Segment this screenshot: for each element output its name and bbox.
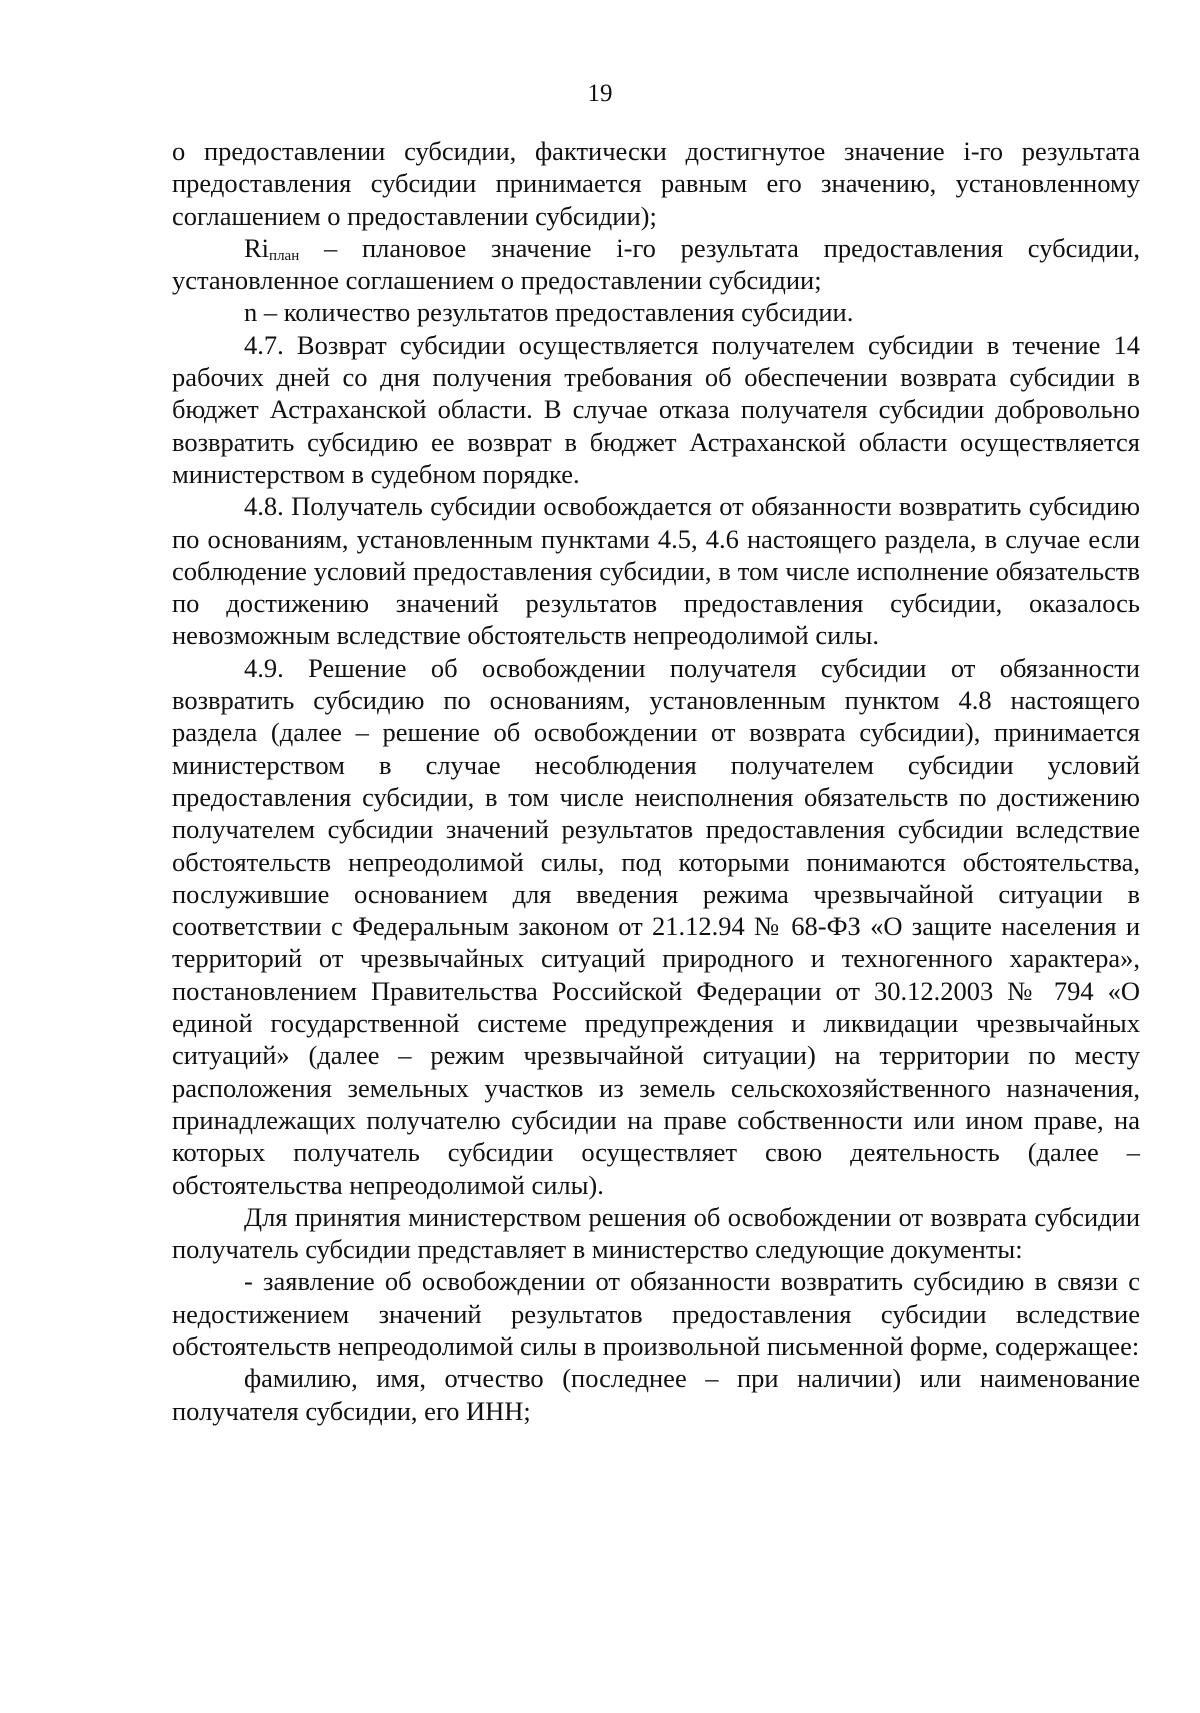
paragraph-continuation: о предоставлении субсидии, фактически достигнутое значение i-го результата предоставления субсидии принимается равным его значению, установленному соглашением о предоставлении субсидии); <box>172 136 1140 231</box>
page-number: 19 <box>587 80 613 107</box>
paragraph-4-8: 4.8. Получатель субсидии освобождается от обязанности возвратить субсидию по основаниям, установленным пунктами 4.5, 4.6 настоящего раздела, в случае если соблюдение условий предоставления субсидии, в том числе исполнение обязательств по достижению значений результатов предоставления субсидии, оказалось невозможным вследствие обстоятельств непреодолимой силы. <box>172 491 1140 651</box>
paragraph-application: - заявление об освобождении от обязанности возвратить субсидию в связи с недостижением значений результатов предоставления субсидии вследствие обстоятельств непреодолимой силы в произвольной письменной форме, содержащее: <box>172 1266 1140 1361</box>
paragraph-ri-plan <box>172 232 1140 297</box>
paragraph-applicant-name: фамилию, имя, отчество (последнее – при наличии) или наименование получателя субсидии, его ИНН; <box>172 1363 1140 1426</box>
formula-subscript: план <box>269 247 300 264</box>
formula-symbol: Ri <box>244 232 270 263</box>
paragraph-n-definition: n – количество результатов предоставления субсидии. <box>244 297 854 328</box>
document-body <box>172 135 1140 1427</box>
paragraph-4-9: 4.9. Решение об освобождении получателя субсидии от обязанности возвратить субсидию по основаниям, установленным пунктом 4.8 настоящего раздела (далее – решение об освобождении от возврата субсидии), принимается министерством в случае несоблюдения получателем субсидии условий предоставления субсидии, в том числе неисполнения обязательств по достижению получателем субсидии значений результатов предоставления субсидии вследствие обстоятельств непреодолимой силы, под которыми понимаются обстоятельства, послужившие основанием для введения режима чрезвычайной ситуации в соответствии с Федеральным законом от 21.12.94 № 68-ФЗ «О защите населения и территорий от чрезвычайных ситуаций природного и техногенного характера», постановлением Правительства Российской Федерации от 30.12.2003 № 794 «О единой государственной системе предупреждения и ликвидации чрезвычайных ситуаций» (далее – режим чрезвычайной ситуации) на территории по месту расположения земельных участков из земель сельскохозяйственного назначения, принадлежащих получателю субсидии на праве собственности или ином праве, на которых получатель субсидии осуществляет свою деятельность (далее – обстоятельства непреодолимой силы). <box>172 652 1140 1200</box>
paragraph-4-7: 4.7. Возврат субсидии осуществляется получателем субсидии в течение 14 рабочих дней со дня получения требования об обеспечении возврата субсидии в бюджет Астраханской области. В случае отказа получателя субсидии добровольно возвратить субсидию ее возврат в бюджет Астраханской области осуществляется министерством в судебном порядке. <box>172 329 1140 489</box>
formula-definition: – плановое значение i-го результата предоставления субсидии, установленное соглашением о предоставлении субсидии; <box>172 232 1140 296</box>
paragraph-documents-intro: Для принятия министерством решения об освобождении от возврата субсидии получатель субсидии представляет в министерство следующие документы: <box>172 1201 1140 1265</box>
